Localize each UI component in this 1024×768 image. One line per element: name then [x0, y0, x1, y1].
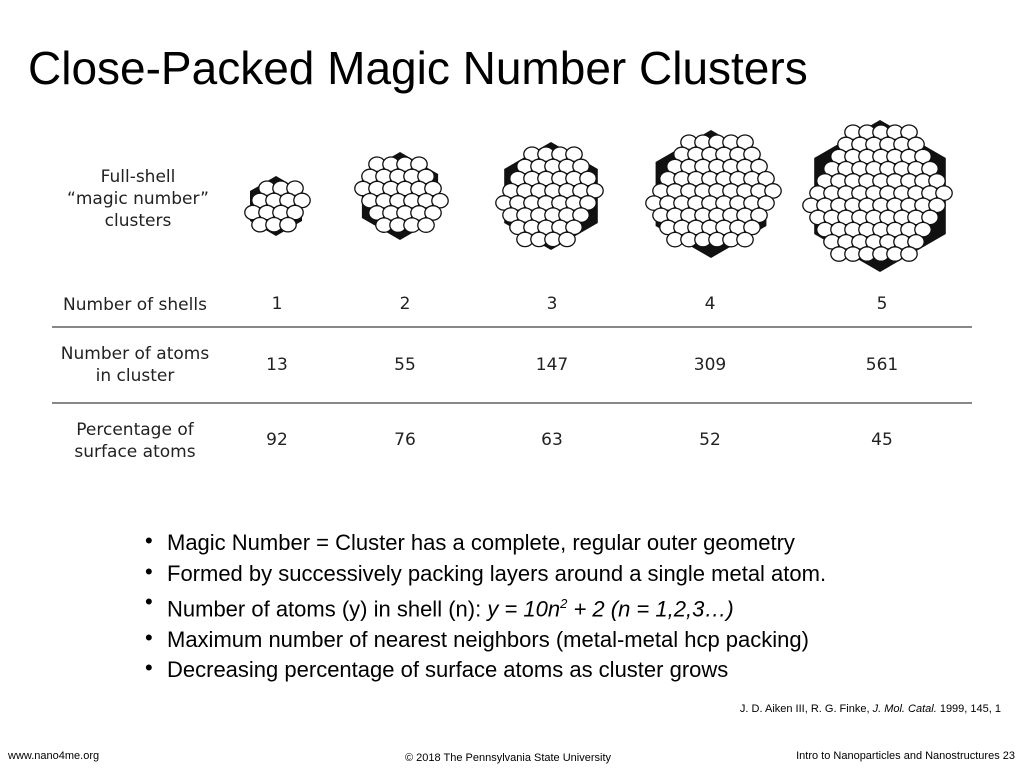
bullet-text: Decreasing percentage of surface atoms as cluster grows [167, 657, 729, 683]
row-label-atoms-line1: Number of atoms [60, 344, 210, 364]
slide-title: Close-Packed Magic Number Clusters [28, 42, 808, 94]
atoms-value: 309 [693, 355, 727, 375]
bullet-item [145, 559, 826, 590]
citation-journal: J. Mol. Catal. [872, 703, 937, 715]
shells-value: 1 [271, 294, 283, 314]
bullet-text: Number of atoms (y) in shell (n): [167, 596, 488, 622]
row-label-surface-line2: surface atoms [74, 442, 196, 462]
table-divider [52, 402, 972, 404]
formula-exponent: 2 [560, 596, 568, 611]
row-label-shells [40, 294, 230, 316]
row-label-atoms-line2: in cluster [95, 366, 175, 386]
bullet-item [145, 589, 826, 625]
surface-value: 63 [541, 430, 563, 450]
shells-value: 3 [546, 294, 558, 314]
cluster-label-line2: “magic number” [67, 189, 209, 209]
bullet-text: Maximum number of nearest neighbors (metal-metal hcp packing) [167, 626, 809, 652]
row-label-surface-line1: Percentage of [76, 420, 194, 440]
cluster-4-shell-image [646, 130, 781, 258]
cluster-1-shell-image [245, 176, 310, 236]
atoms-value: 147 [535, 355, 569, 375]
atoms-value: 13 [266, 355, 288, 375]
table-divider [52, 326, 972, 328]
cluster-3-shell-image [496, 142, 603, 250]
cluster-images [0, 0, 1024, 280]
bullet-list [145, 528, 826, 686]
surface-value: 92 [266, 430, 288, 450]
surface-value: 76 [394, 430, 416, 450]
bullet-text: Formed by successively packing layers around a single metal atom. [167, 560, 827, 586]
bullet-item [145, 625, 826, 656]
bullet-item [145, 655, 826, 686]
row-label-shells-text: Number of shells [63, 295, 207, 315]
bullet-item [145, 528, 826, 559]
footer-website: www.nano4me.org [8, 750, 100, 762]
footer-course: Intro to Nanoparticles and Nanostructures 23 [796, 750, 1015, 762]
formula-part: + 2 (n = 1,2,3…) [567, 596, 734, 622]
row-label-surface [40, 419, 230, 463]
citation [740, 703, 1001, 715]
footer-copyright: © 2018 The Pennsylvania State University [405, 752, 612, 764]
row-label-atoms [40, 343, 230, 387]
cluster-5-shell-image [803, 120, 952, 272]
atoms-value: 55 [394, 355, 416, 375]
shells-value: 4 [704, 294, 716, 314]
surface-value: 45 [871, 430, 893, 450]
cluster-2-shell-image [355, 152, 448, 240]
citation-authors: J. D. Aiken III, R. G. Finke, [739, 703, 873, 715]
atoms-value: 561 [865, 355, 899, 375]
shells-value: 2 [399, 294, 411, 314]
citation-details: 1999, 145, 1 [936, 703, 1001, 715]
cluster-label-line1: Full-shell [100, 167, 176, 187]
surface-value: 52 [699, 430, 721, 450]
cluster-label-line3: clusters [104, 211, 172, 231]
bullet-text: Magic Number = Cluster has a complete, regular outer geometry [167, 530, 795, 555]
formula-part: y = 10n [487, 596, 561, 622]
shells-value: 5 [876, 294, 888, 314]
